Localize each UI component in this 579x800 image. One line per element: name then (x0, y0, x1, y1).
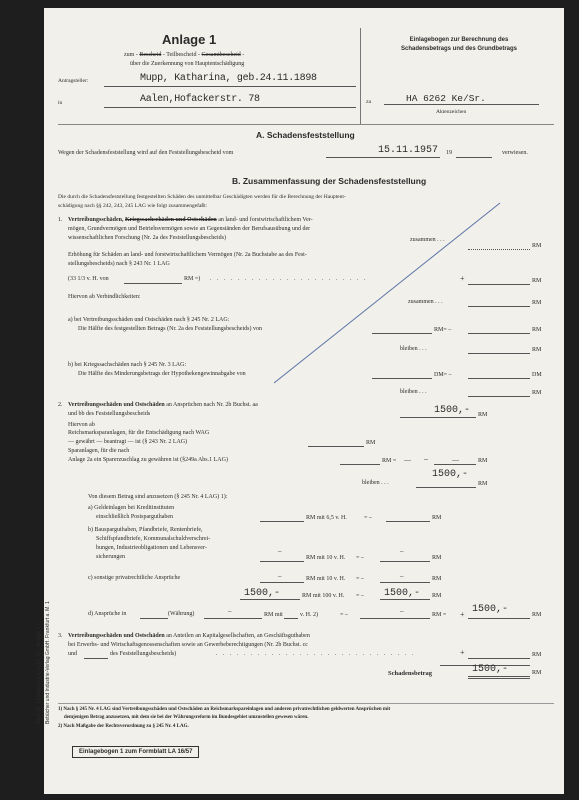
aktenzeichen-label: Aktenzeichen (436, 109, 467, 115)
rm-unit: RM (532, 243, 542, 249)
gewaehrt-line: — gewährt — beantragt — ist (§ 243 Nr. 2 LAG) (68, 439, 188, 445)
geld-d-line: d) Ansprüche in (88, 611, 127, 617)
form-title: Anlage 1 (162, 32, 217, 47)
item-3-line-1: Vertreibungsschäden und Ostschäden an Anteilen an Kapitalgesellschaften, an Geschäftsguthaben (68, 633, 310, 639)
bleiben-3: bleiben . . . (362, 480, 389, 486)
von-diesem-line: Von diesem Betrag sind anzusetzen (§ 245 Nr. 4 LAG) 1): (88, 494, 228, 500)
geld-b-line-3: bungen, Industrieobligationen und Lebensver- (96, 545, 207, 551)
zu-label: zu (366, 99, 372, 105)
geld-c-line: c) sonstige privatrechtliche Ansprüche (88, 575, 181, 581)
year-suffix: 19 (446, 150, 452, 156)
side-print-2: Bebücher und Industrie-Verlag GmbH. Frankfurt a. M. 1 (45, 601, 51, 724)
anlage-2a-line: Anlage 2a ein Sparerzuschlag zu gewähren ist (§249a Abs.1 LAG) (68, 457, 228, 463)
footer-box: Einlagebogen 1 zum Formblatt LA 16/57 (72, 746, 199, 758)
abzug-b-line-2: Die Hälfte des Minderungsbetrags der Hypothekengewinnabgabe von (78, 371, 246, 377)
hiervon-label: Hiervon ab Verbindlichkeiten: (68, 294, 141, 300)
bescheid-type-line: zum - Bescheid - Teilbescheid - Gesamtbescheid - (124, 52, 245, 58)
item-1-line-3: wissenschaftlichen Forschung (Nr. 2a des Feststellungsbescheids) (68, 235, 226, 241)
footnote-1b: demjenigen Betrag anzusetzen, mit dem sie bei der Währungsreform im Bundesgebiet umzustellen gewesen wären. (64, 715, 309, 720)
box-title: Einlagebogen zur Berechnung des Schadensbetrags und des Grundbetrags (400, 37, 518, 52)
side-print-1: Best.-Nr. Einlagebogen zu LA 16 – Anlage 1 – (36, 622, 42, 724)
erhoehung-line-1: Erhöhung für Schäden an land- und forstwirtschaftlichem Vermögen (Nr. 2a Buchstabe aa des Fest- (68, 252, 307, 258)
item-1-line-1: Vertreibungsschäden, Kriegssachschäden und Ostschäden an land- und forstwirtschaftlichem Ver- (68, 217, 313, 223)
geld-b-line-1: b) Bausparguthaben, Pfandbriefe, Rentenbriefe, (88, 527, 203, 533)
zusammen-1: zusammen . . . (410, 237, 445, 243)
item-1-number: 1. (58, 217, 63, 223)
intro-line-1: Die durch die Schadensfeststellung festgestellten Schäden des unmittelbar Geschädigten werden für die Berechnung der Hauptent- (58, 194, 346, 200)
section-a-text: Wegen der Schadensfeststellung wird auf den Feststellungsbescheid vom (58, 150, 234, 156)
abzug-b-line-1: b) bei Kriegssachschäden nach § 245 Nr. 3 LAG: (68, 362, 187, 368)
item-3-line-3a: und (68, 651, 77, 657)
geld-a-line-2: einschließlich Postsparguthaben (96, 514, 174, 520)
intro-line-2: schädigung nach §§ 242, 243, 245 LAG wie folgt zusammengefaßt: (58, 203, 208, 209)
schadensbetrag-value: 1500,- (472, 664, 509, 675)
item-2-line-2: und bb des Feststellungsbescheids (68, 411, 151, 417)
abzug-a-line-2: Die Hälfte des festgestellten Betrags (Nr. 2a des Feststellungsbescheids) von (78, 326, 262, 332)
schadensbetrag-label: Schadensbetrag (388, 670, 433, 677)
item-2-number: 2. (58, 402, 63, 408)
zuerkennung-line: über die Zuerkennung von Hauptentschädigung (130, 61, 245, 67)
hiervon-ab: Hiervon ab (68, 422, 95, 428)
item-1-line-2: mögen, Grundvermögen und Betriebsvermögen sowie an Gegenständen der Berufsausübung und der (68, 226, 311, 232)
erhoehung-line-3a: (33 1/3 v. H. von (68, 276, 109, 282)
footnote-1a: 1) Nach § 245 Nr. 4 LAG sind Vertreibungsschäden und Ostschäden an Reichsmarkspareinlagen und anderen privatrechtlichen geldwerten Ansprüchen mit (58, 707, 391, 712)
footnote-2: 2) Nach Maßgabe der Rechtsverordnung zu § 245 Nr. 4 LAG. (58, 724, 189, 729)
erhoehung-line-2: stellungsbescheids) nach § 243 Nr. 1 LAG (68, 261, 170, 267)
item-2-bleiben-amount: 1500,- (432, 469, 469, 480)
abzug-a-line-1: a) bei Vertreibungsschäden und Ostschäden nach § 245 Nr. 2 LAG: (68, 317, 230, 323)
plus-sign: + (460, 274, 465, 283)
sparanlagen-line: Sparanlagen, für die nach (68, 448, 130, 454)
item-2-amount: 1500,- (434, 405, 471, 416)
in-label: in (58, 100, 63, 106)
section-a-heading: A. Schadensfeststellung (256, 130, 355, 140)
item-2-line-1: Vertreibungsschäden und Ostschäden an Ansprüchen nach Nr. 2b Buchst. aa (68, 402, 258, 408)
c-amount: 1500,- (244, 588, 281, 599)
d-total: 1500,- (472, 604, 509, 615)
bleiben-1: bleiben . . . (400, 346, 427, 352)
bleiben-2: bleiben . . . (400, 389, 427, 395)
geld-b-line-2: Schiffspfandbriefe, Kommunalschuldverschrei- (96, 536, 211, 542)
feststellung-date: 15.11.1957 (378, 145, 439, 156)
item-3-line-3b: des Feststellungsbescheids) (110, 651, 177, 657)
item-3-line-2: bei Erwerbs- und Wirtschaftsgenossenschaften sowie an Gewerbeberechtigungen (Nr. 2b Buchst. cc (68, 642, 308, 648)
verwiesen: verwiesen. (502, 150, 528, 156)
aktenzeichen-value: HA 6262 Ke/Sr. (406, 93, 486, 104)
item-3-number: 3. (58, 633, 63, 639)
geld-b-line-4: sicherungen (96, 554, 125, 560)
antragsteller-value: Mupp, Katharina, geb.24.11.1898 (140, 73, 317, 84)
zusammen-2: zusammen . . . (408, 299, 443, 305)
antragsteller-label: Antragsteller: (58, 78, 89, 84)
geld-a-line-1: a) Geldeinlagen bei Kreditinstituten (88, 505, 175, 511)
form-page: Anlage 1 zum - Bescheid - Teilbescheid - Gesamtbescheid - über die Zuerkennung von Hauptentschädigung Antragsteller: Mupp, Katharina, geb.24.11.1898 in Aalen,Hofackerstr. 78 zu Einlagebogen zur Berechnung des Schadensbetrags und des Grundbetrags HA 6262 Ke/Sr. Aktenzeichen A. Schadensfeststellung Wegen der Schadensfeststellung wird auf den Feststellungsbescheid vom 15.11.1957 19 verwiesen. B. Zusammenfassung der Schadensfeststellung Die durch die Schadensfeststellung festgestellten Schäden des unmittelbar Geschädigten werden für die Berechnung der Hauptent- schädigung nach §§ 242, 243, 245 LAG wie folgt zusammengefaßt: 1. Vertreibungsschäden, Kriegssachschäden und Ostschäden an land- und forstwirtschaftlichem Ver- mögen, Grundvermögen und Betriebsvermögen sowie an Gegenständen der Berufsausübung und der wissenschaftlichen Forschung (Nr. 2a des Feststellungsbescheids) zusammen . . . RM Erhöhung für Schäden an land- und forstwirtschaftlichem Vermögen (Nr. 2a Buchstabe aa des Fest- stellungsbescheids) nach § 243 Nr. 1 LAG (33 1/3 v. H. von RM =) . . . . . . . . . . . . . . . . . . . . . . . + RM Hiervon ab Verbindlichkeiten: zusammen . . . RM a) bei Vertreibungsschäden und Ostschäden nach § 245 Nr. 2 LAG: Die Hälfte des festgestellten Betrags (Nr. 2a des Feststellungsbescheids) von RM= – RM bleiben . . . RM b) bei Kriegssachschäden nach § 245 Nr. 3 LAG: Die Hälfte des Minderungsbetrags der Hypothekengewinnabgabe von DM= – DM bleiben . . . RM 2. Vertreibungsschäden und Ostschäden an Ansprüchen nach Nr. 2b Buchst. aa und bb des Feststellungsbescheids 1500,- RM Hiervon ab Reichsmarksparanlagen, für die Entschädigung nach WAG — gewährt — beantragt — ist (§ 243 Nr. 2 LAG) RM Sparanlagen, für die nach Anlage 2a ein Sparerzuschlag zu gewähren ist (§249a Abs.1 LAG) RM = — – — RM 1500,- bleiben . . . RM Von diesem Betrag sind anzusetzen (§ 245 Nr. 4 LAG) 1): a) Geldeinlagen bei Kreditinstituten einschließlich Postsparguthaben RM mit 6,5 v. H. = – RM b) Bausparguthaben, Pfandbriefe, Rentenbriefe, Schiffspfandbriefe, Kommunalschuldverschrei- bungen, Industrieobligationen und Lebensver- sicherungen – RM mit 10 v. H. = – – RM c) sonstige privatrechtliche Ansprüche – RM mit 10 v. H. = – – RM 1500,- RM mit 100 v. H. = – 1500,- RM d) Ansprüche in (Währung) – RM mit v. H. 2) = – – RM = + 1500,- RM 3. Vertreibungsschäden und Ostschäden an Anteilen an Kapitalgesellschaften, an Geschäftsguthaben bei Erwerbs- und Wirtschaftsgenossenschaften sowie an Gewerbeberechtigungen (Nr. 2b Buchst. cc und des Feststellungsbescheids) . . . . . . . . . . . . . . . . . . . . . . . . . . . . . + RM Schadensbetrag 1500,- RM 1) Nach § 245 Nr. 4 LAG sind Vertreibungsschäden und Ostschäden an Reichsmarkspareinlagen und anderen privatrechtlichen geldwerten Ansprüchen mit demjenigen Betrag anzusetzen, mit dem sie bei der Währungsreform im Bundesgebiet umzustellen gewesen wären. 2) Nach Maßgabe der Rechtsverordnung zu § 245 Nr. 4 LAG. Einlagebogen 1 zum Formblatt LA 16/57 Best.-Nr. Einlagebogen zu LA 16 – Anlage 1 – Bebücher und Industrie-Verlag GmbH. Frankfurt a. M. 1 (44, 8, 564, 794)
reichsmark-line: Reichsmarksparanlagen, für die Entschädigung nach WAG (68, 430, 210, 436)
erhoehung-line-3b: RM =) (184, 276, 201, 282)
in-value: Aalen,Hofackerstr. 78 (140, 94, 260, 105)
section-b-heading: B. Zusammenfassung der Schadensfeststellung (232, 176, 427, 186)
c-result: 1500,- (384, 588, 421, 599)
